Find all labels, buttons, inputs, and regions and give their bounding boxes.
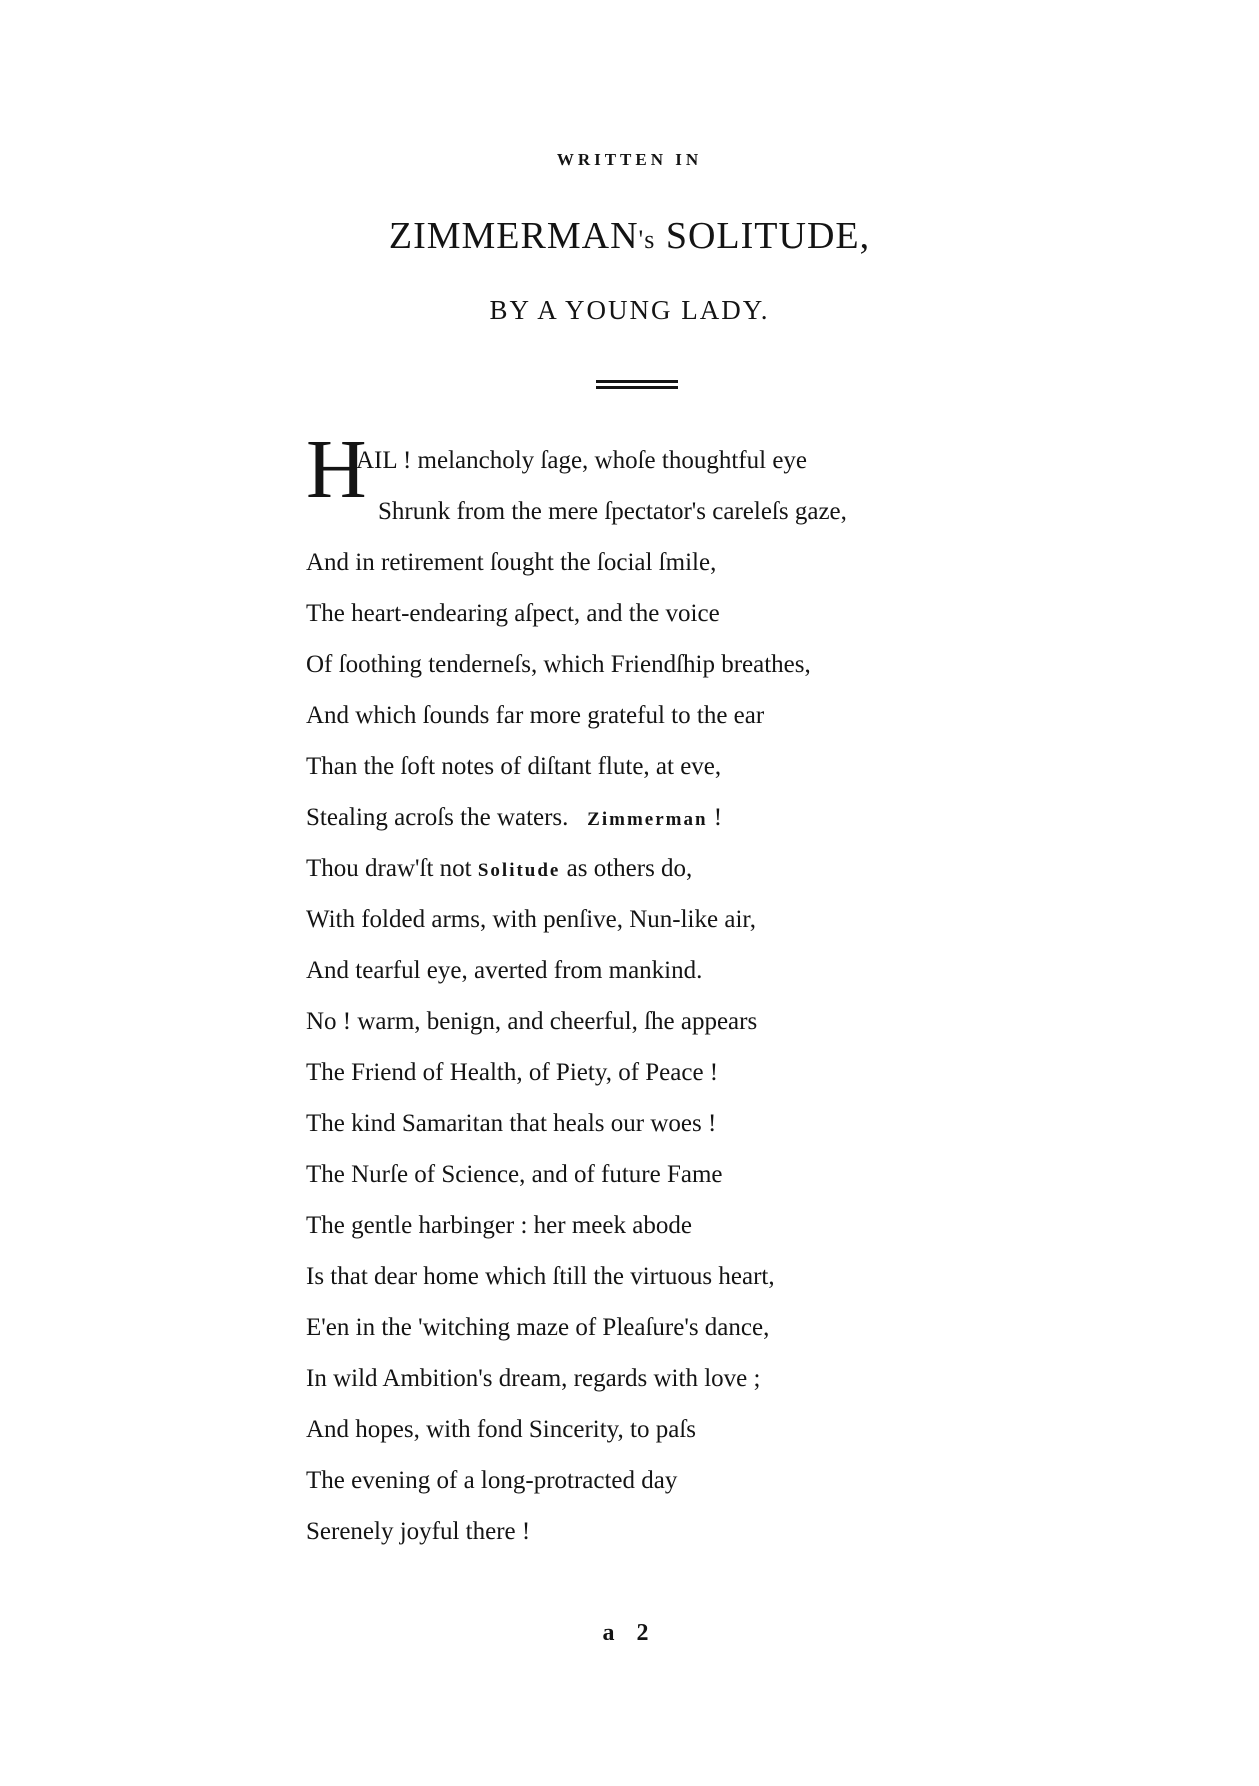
- poem-line-15: The Nurſe of Science, and of future Fame: [306, 1161, 723, 1188]
- title-name: ZIMMERMAN: [388, 215, 639, 257]
- poem-line-8-end: !: [707, 804, 723, 831]
- poem-line-10: With folded arms, with penſive, Nun-like air,: [306, 906, 756, 933]
- page-signature-mark: a 2: [602, 1620, 657, 1646]
- poem-line-8-text: Stealing acroſs the waters.: [306, 804, 569, 831]
- title-rest: SOLITUDE,: [655, 215, 871, 257]
- poem-line-9-text: Thou draw'ſt not: [306, 855, 478, 882]
- poem-line-16: The gentle harbinger : her meek abode: [306, 1212, 692, 1239]
- poem-line-12: No ! warm, benign, and cheerful, ſhe appears: [306, 1008, 758, 1035]
- rule-line-top: [596, 380, 678, 383]
- page-title: [0, 214, 1259, 258]
- title-possessive: 's: [638, 225, 656, 254]
- poem-line-18: E'en in the 'witching maze of Pleaſure's dance,: [306, 1314, 770, 1341]
- poem-line-9-word: Solitude: [477, 860, 561, 881]
- poem-line-8: [306, 803, 722, 835]
- double-rule-divider: [596, 380, 678, 390]
- poem-line-20: And hopes, with fond Sincerity, to paſs: [306, 1416, 697, 1443]
- poem-line-9: [306, 854, 692, 886]
- poem-line-9-end: as others do,: [560, 855, 693, 882]
- poem-line-22: Serenely joyful there !: [306, 1518, 531, 1545]
- poem-line-4: The heart-endearing aſpect, and the voice: [306, 600, 720, 627]
- drop-cap: H: [306, 423, 367, 516]
- byline: BY A YOUNG LADY.: [489, 295, 770, 325]
- poem-line-3: And in retirement ſought the ſocial ſmile,: [306, 549, 717, 576]
- poem-line-14: The kind Samaritan that heals our woes !: [306, 1110, 717, 1137]
- poem-line-7: Than the ſoft notes of diſtant flute, at eve,: [306, 753, 722, 780]
- rule-line-bottom: [596, 386, 678, 389]
- poem-line-6: And which ſounds far more grateful to the ear: [306, 702, 765, 729]
- poem-line-11: And tearful eye, averted from mankind.: [306, 957, 703, 984]
- poem-line-5: Of ſoothing tenderneſs, which Friendſhip breathes,: [306, 651, 811, 678]
- poem-line-19: In wild Ambition's dream, regards with love ;: [306, 1365, 761, 1392]
- poem-line-21: The evening of a long-protracted day: [306, 1467, 678, 1494]
- poem-line-2: Shrunk from the mere ſpectator's careleſs gaze,: [378, 498, 847, 525]
- poem-line-8-name: Zimmerman: [587, 809, 708, 830]
- kicker-heading: WRITTEN IN: [556, 150, 703, 169]
- poem-line-17: Is that dear home which ſtill the virtuous heart,: [306, 1263, 775, 1290]
- poem-line-1: AIL ! melancholy ſage, whoſe thoughtful eye: [356, 447, 808, 474]
- poem-line-13: The Friend of Health, of Piety, of Peace !: [306, 1059, 719, 1086]
